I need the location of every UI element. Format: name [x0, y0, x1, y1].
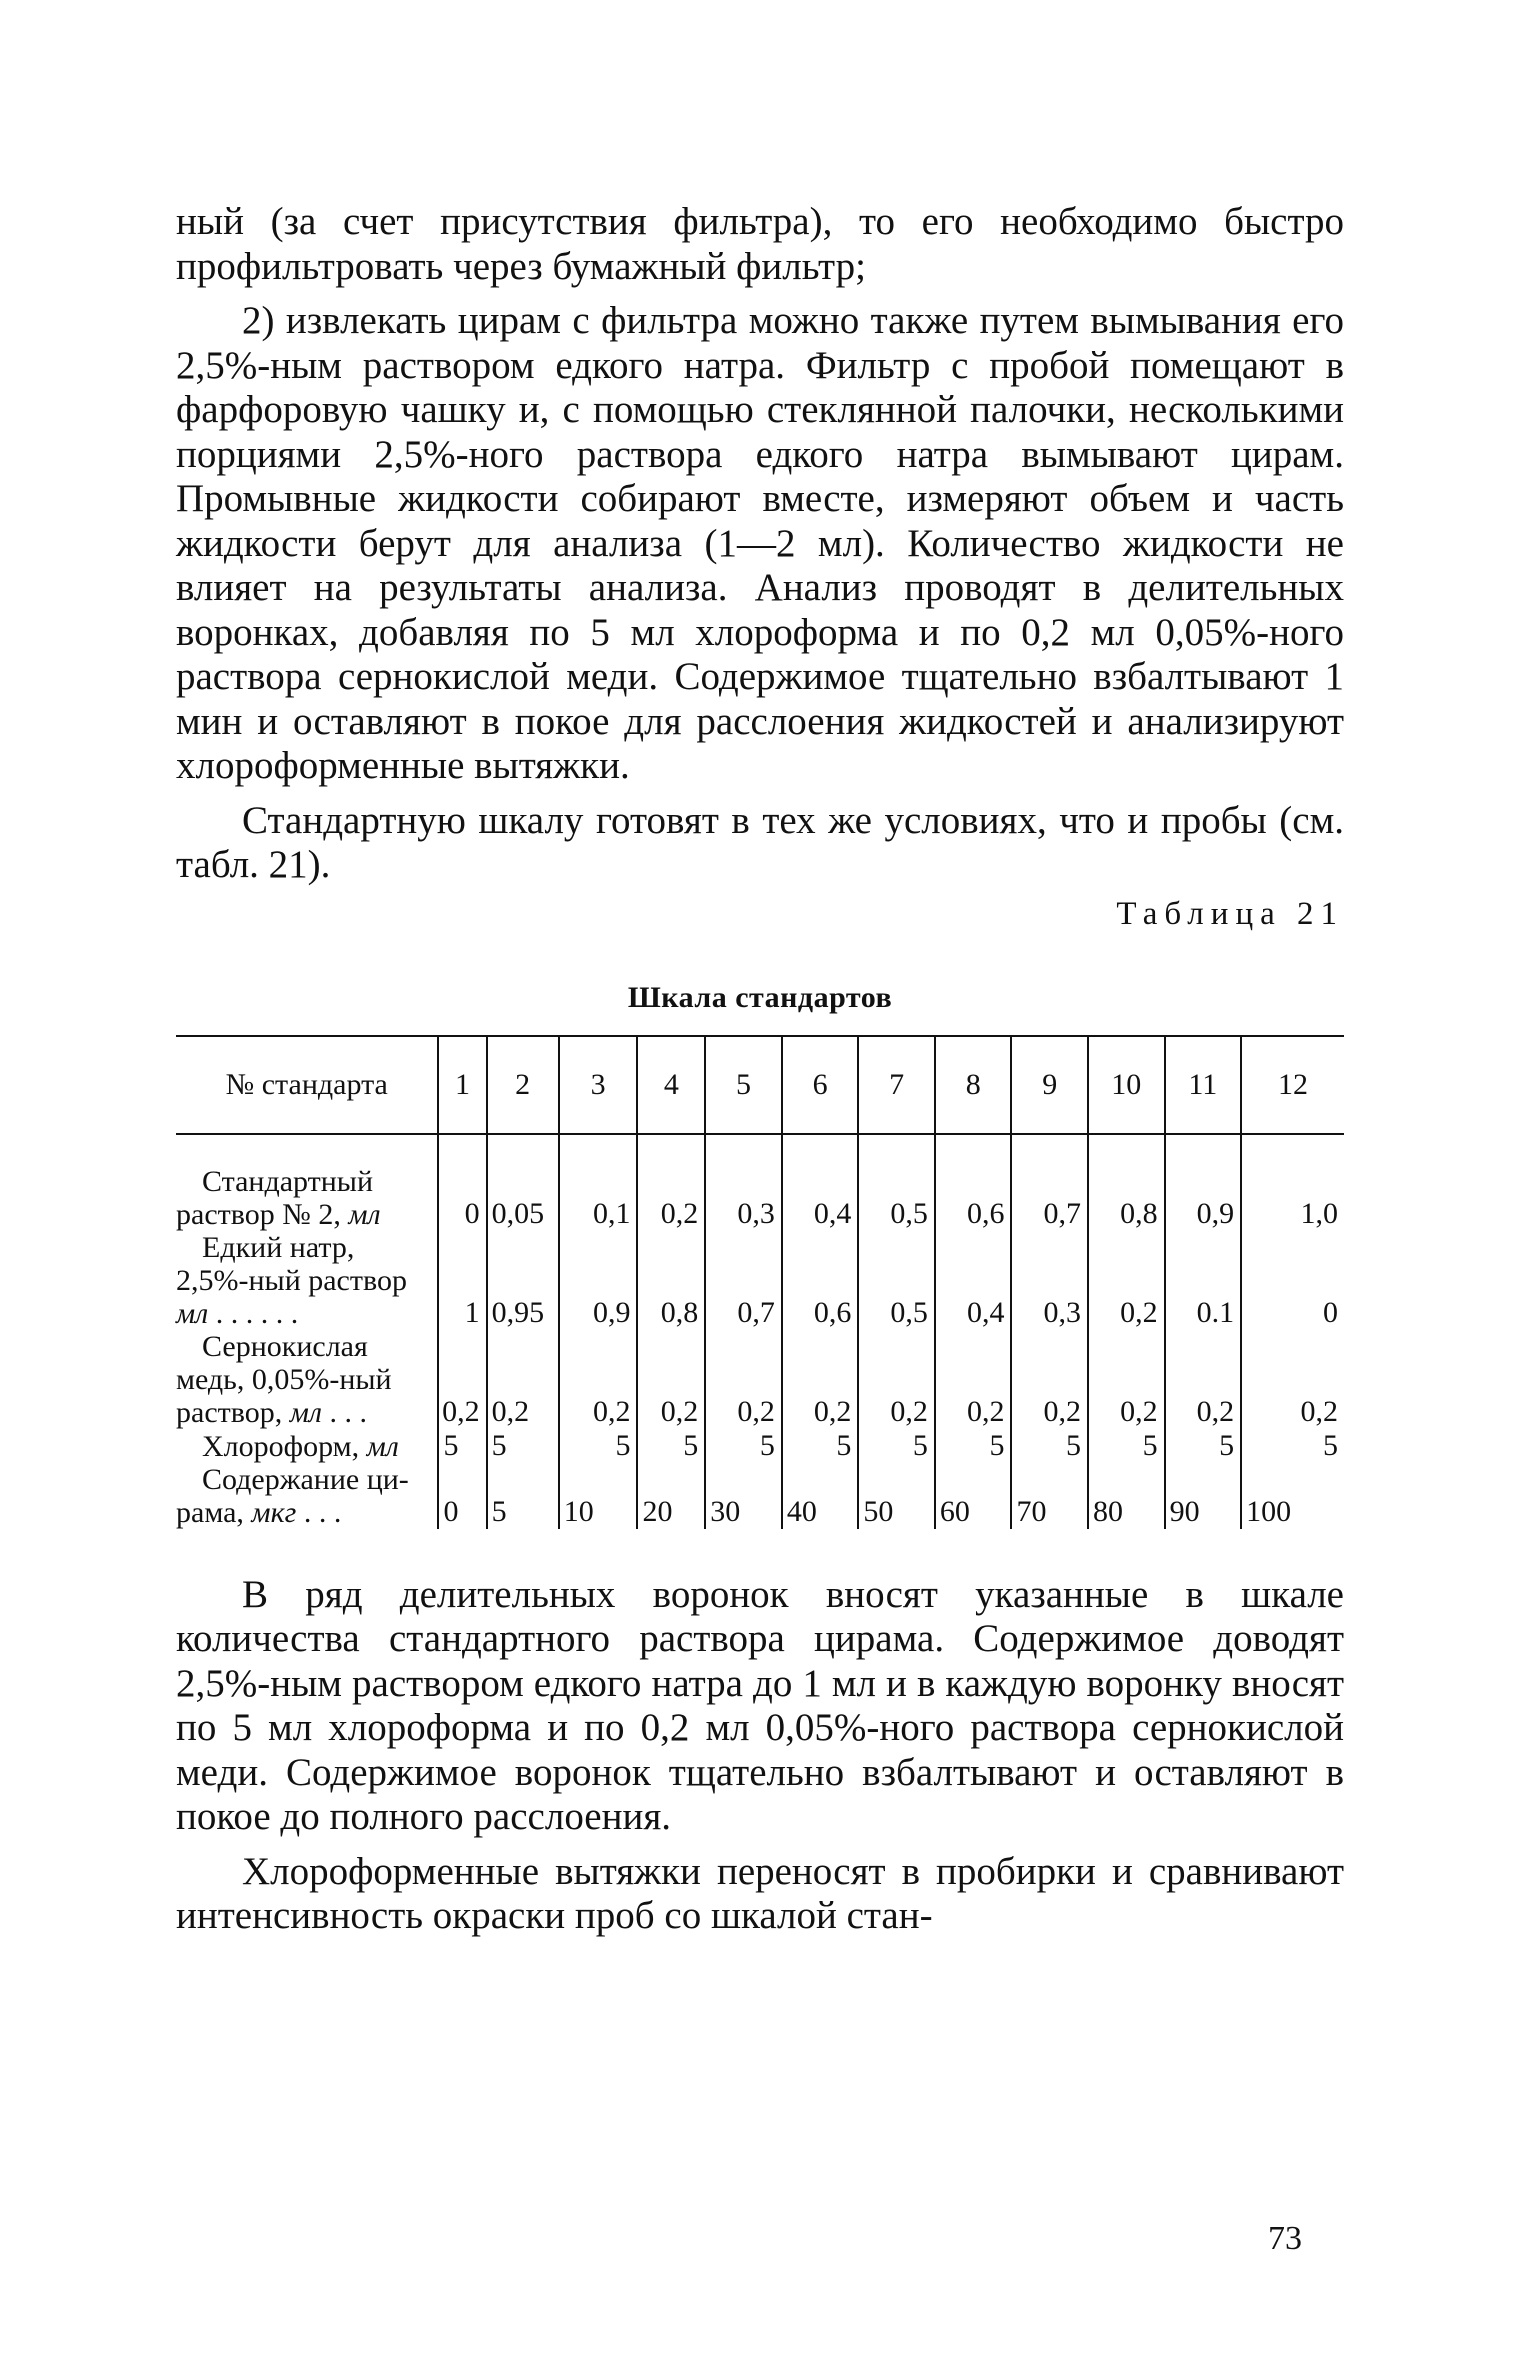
- row-label-line: раствор № 2,: [176, 1197, 341, 1231]
- row-label-line: медь, 0,05%-ный: [176, 1362, 392, 1396]
- row-unit: мл: [366, 1429, 399, 1463]
- page-number: 73: [1268, 2220, 1302, 2257]
- table-cell: 0,3: [1011, 1231, 1088, 1330]
- table-cell: 80: [1088, 1463, 1165, 1529]
- table-cell: 5: [858, 1429, 935, 1463]
- table-row-chloroform: [176, 1429, 1344, 1463]
- table-cell: 0,8: [1088, 1134, 1165, 1231]
- table-cell: 0,2: [487, 1330, 559, 1429]
- table-cell: 0,4: [935, 1231, 1012, 1330]
- table-cell: 0,2: [858, 1330, 935, 1429]
- table-cell: 10: [559, 1463, 638, 1529]
- row-label-line: 2,5%-ный раствор: [176, 1263, 407, 1297]
- table-cell: 0,7: [705, 1231, 782, 1330]
- table-cell: 0,4: [782, 1134, 859, 1231]
- table-cell: 20: [637, 1463, 705, 1529]
- table-cell: 5: [1241, 1429, 1344, 1463]
- table-header-row: [176, 1036, 1344, 1134]
- table-title: Шкала стандартов: [627, 980, 893, 1014]
- table-row-standard-solution: [176, 1134, 1344, 1231]
- table-cell: 0,2: [1165, 1330, 1242, 1429]
- row-dots: . . .: [329, 1395, 367, 1429]
- header-col-4: 4: [637, 1036, 705, 1134]
- table-cell: 0,2: [782, 1330, 859, 1429]
- table-cell: 0: [438, 1134, 486, 1231]
- table-cell: 0,2: [1088, 1330, 1165, 1429]
- header-col-1: 1: [438, 1036, 486, 1134]
- table-cell: 0,3: [705, 1134, 782, 1231]
- table-row-sodium-hydroxide: [176, 1231, 1344, 1330]
- row-label-line: Едкий натр,: [202, 1230, 355, 1264]
- header-col-5: 5: [705, 1036, 782, 1134]
- paragraph-standard-scale: Стандартную шкалу готовят в тех же условиях, что и пробы (см. табл. 21).: [176, 798, 1344, 886]
- table-cell: 0: [438, 1463, 486, 1529]
- table-cell: 0.1: [1165, 1231, 1242, 1330]
- table-cell: 0,2: [1241, 1330, 1344, 1429]
- table-cell: 100: [1241, 1463, 1344, 1529]
- table-cell: 0,9: [1165, 1134, 1242, 1231]
- table-cell: 0,2: [935, 1330, 1012, 1429]
- table-cell: 0,2: [637, 1134, 705, 1231]
- paragraph-continuation: ный (за счет присутствия фильтра), то его необходимо быстро профильтровать через бумажный фильтр;: [176, 200, 1344, 288]
- table-cell: 30: [705, 1463, 782, 1529]
- header-col-6: 6: [782, 1036, 859, 1134]
- table-cell: 5: [438, 1429, 486, 1463]
- row-unit: мл: [176, 1296, 209, 1330]
- table-cell: 0,9: [559, 1231, 638, 1330]
- table-cell: 5: [1088, 1429, 1165, 1463]
- table-cell: 0,2: [438, 1330, 486, 1429]
- row-label-line: Стандартный: [202, 1164, 374, 1198]
- table-cell: 5: [559, 1429, 638, 1463]
- table-cell: 5: [637, 1429, 705, 1463]
- table-cell: 5: [487, 1463, 559, 1529]
- table-cell: 5: [935, 1429, 1012, 1463]
- row-label: [176, 1231, 438, 1330]
- header-col-12: 12: [1241, 1036, 1344, 1134]
- table-cell: 0,95: [487, 1231, 559, 1330]
- table-cell: 70: [1011, 1463, 1088, 1529]
- table-caption: Таблица 21: [1116, 895, 1344, 932]
- table-cell: 60: [935, 1463, 1012, 1529]
- table-cell: 0,2: [705, 1330, 782, 1429]
- table-cell: 5: [1165, 1429, 1242, 1463]
- row-unit: мкг: [251, 1495, 297, 1529]
- paragraph-extracts: Хлороформенные вытяжки переносят в пробирки и сравнивают интенсивность окраски проб со шкалой стан-: [176, 1849, 1344, 1937]
- table-cell: 90: [1165, 1463, 1242, 1529]
- header-col-9: 9: [1011, 1036, 1088, 1134]
- paragraph-funnels: В ряд делительных воронок вносят указанные в шкале количества стандартного раствора цирама. Содержимое доводят 2,5%-ным раствором едкого натра до 1 мл и в каждую воронку вносят по 5 мл хлороформа и по 0,2 мл 0,05%-ного раствора сернокислой меди. Содержимое воронок тщательно взбалтывают и оставляют в покое до полного расслоения.: [176, 1572, 1344, 1838]
- table-cell: 0,1: [559, 1134, 638, 1231]
- table-cell: 0,05: [487, 1134, 559, 1231]
- header-col-2: 2: [487, 1036, 559, 1134]
- table-cell: 0,6: [782, 1231, 859, 1330]
- header-col-3: 3: [559, 1036, 638, 1134]
- table-cell: 40: [782, 1463, 859, 1529]
- page-content: [176, 200, 1344, 1949]
- table-cell: 0,2: [637, 1330, 705, 1429]
- header-col-11: 11: [1165, 1036, 1242, 1134]
- row-label: [176, 1330, 438, 1429]
- header-col-10: 10: [1088, 1036, 1165, 1134]
- paragraph-extraction-method: 2) извлекать цирам с фильтра можно также путем вымывания его 2,5%-ным раствором едкого натра. Фильтр с пробой помещают в фарфоровую чашку и, с помощью стеклянной палочки, несколькими порциями 2,5%-ного раствора едкого натра вымывают цирам. Промывные жидкости собирают вместе, измеряют объем и часть жидкости берут для анализа (1—2 мл). Количество жидкости не влияет на результаты анализа. Анализ проводят в делительных воронках, добавляя по 5 мл хлороформа и по 0,2 мл 0,05%-ного раствора сернокислой меди. Содержимое тщательно взбалтывают 1 мин и оставляют в покое для расслоения жидкостей и анализируют хлороформенные вытяжки.: [176, 299, 1344, 787]
- row-label: [176, 1134, 438, 1231]
- table-row-ziram-content: [176, 1463, 1344, 1529]
- row-label-line: рама,: [176, 1495, 244, 1529]
- row-label: [176, 1429, 438, 1463]
- header-label: № стандарта: [176, 1036, 438, 1134]
- table-cell: 5: [782, 1429, 859, 1463]
- table-cell: 1,0: [1241, 1134, 1344, 1231]
- table-cell: 5: [705, 1429, 782, 1463]
- table-cell: 1: [438, 1231, 486, 1330]
- table-cell: 0,2: [1088, 1231, 1165, 1330]
- table-cell: 5: [487, 1429, 559, 1463]
- table-row-copper-sulfate: [176, 1330, 1344, 1429]
- table-cell: 0,7: [1011, 1134, 1088, 1231]
- row-label-line: раствор,: [176, 1395, 283, 1429]
- row-label: [176, 1463, 438, 1529]
- table-cell: 0,6: [935, 1134, 1012, 1231]
- header-col-8: 8: [935, 1036, 1012, 1134]
- row-label-line: Хлороформ,: [202, 1429, 360, 1463]
- table-cell: 0,8: [637, 1231, 705, 1330]
- row-unit: мл: [348, 1197, 381, 1231]
- table-cell: 50: [858, 1463, 935, 1529]
- row-label-line: Сернокислая: [202, 1329, 368, 1363]
- table-cell: 5: [1011, 1429, 1088, 1463]
- row-dots: . . .: [303, 1495, 342, 1529]
- row-dots: . . . . . .: [215, 1296, 299, 1330]
- table-cell: 0: [1241, 1231, 1344, 1330]
- row-unit: мл: [289, 1395, 322, 1429]
- table-cell: 0,5: [858, 1134, 935, 1231]
- table-cell: 0,2: [1011, 1330, 1088, 1429]
- header-col-7: 7: [858, 1036, 935, 1134]
- row-label-line: Содержание ци-: [202, 1462, 409, 1496]
- standards-table: [176, 1035, 1344, 1529]
- table-cell: 0,2: [559, 1330, 638, 1429]
- table-cell: 0,5: [858, 1231, 935, 1330]
